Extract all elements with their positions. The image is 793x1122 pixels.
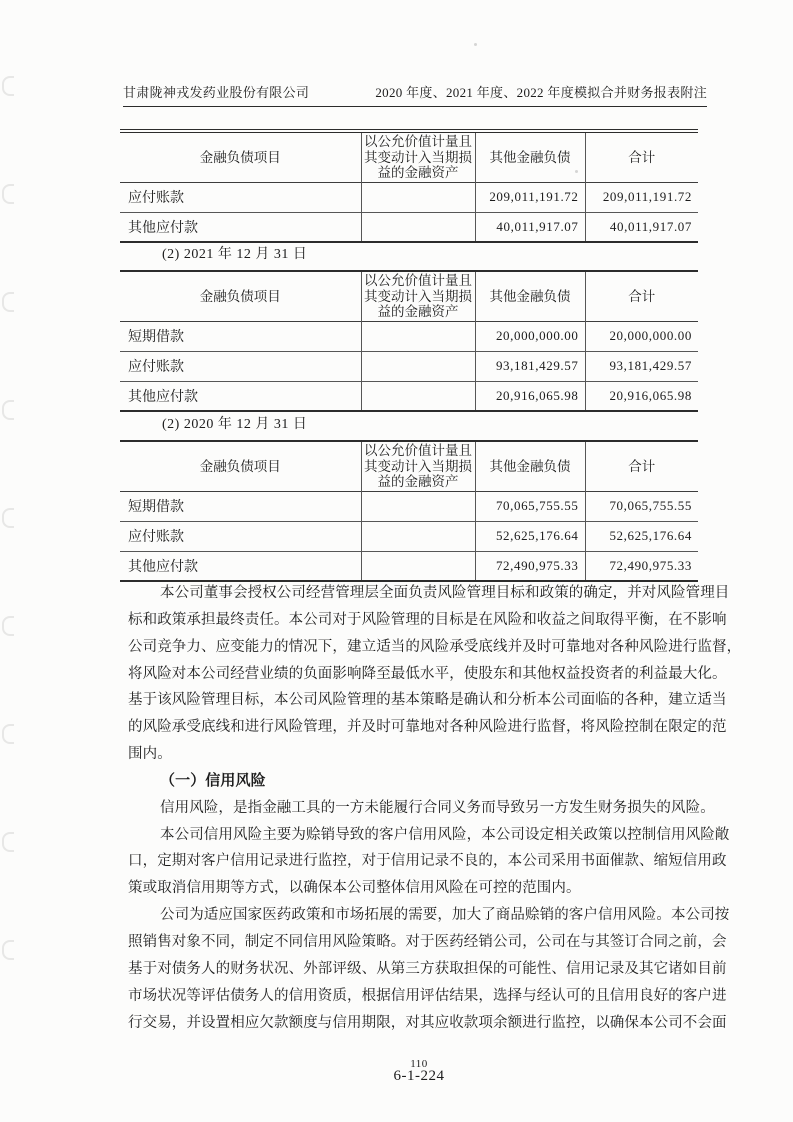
page-number-bottom: 6-1-224 bbox=[393, 1068, 445, 1084]
row-label: 其他应付款 bbox=[120, 381, 361, 411]
col-header-other: 其他金融负债 bbox=[475, 271, 585, 321]
col-header-item: 金融负债项目 bbox=[120, 441, 361, 491]
fvtpl-value bbox=[361, 551, 475, 581]
credit-risk-heading: （一）信用风险 bbox=[160, 772, 266, 789]
fvtpl-value bbox=[361, 491, 475, 521]
col-header-other: 其他金融负债 bbox=[475, 441, 585, 491]
total-value: 40,011,917.07 bbox=[609, 218, 692, 234]
table-row bbox=[120, 351, 698, 381]
report-title: 2020 年度、2021 年度、2022 年度模拟合并财务报表附注 bbox=[375, 85, 707, 100]
row-label: 其他应付款 bbox=[120, 212, 361, 242]
row-label: 应付账款 bbox=[120, 521, 361, 551]
binding-mark bbox=[2, 832, 14, 852]
col-header-item: 金融负债项目 bbox=[120, 131, 361, 182]
table-row bbox=[120, 321, 698, 351]
total-value: 20,000,000.00 bbox=[609, 328, 692, 343]
other-value: 40,011,917.07 bbox=[475, 212, 585, 242]
row-label: 其他应付款 bbox=[120, 551, 361, 581]
paragraph-line: 基于对债务人的财务状况、外部评级、从第三方获取担保的可能性、信用记录及其它诸如目前 bbox=[128, 960, 727, 977]
other-value: 52,625,176.64 bbox=[475, 521, 585, 551]
table-row bbox=[120, 182, 698, 212]
fvtpl-value bbox=[361, 182, 475, 212]
col-header-fvtpl: 以公允价值计量且其变动计入当期损益的金融资产 bbox=[361, 441, 475, 491]
col-header-total: 合计 bbox=[628, 458, 656, 474]
col-header-item: 金融负债项目 bbox=[120, 271, 361, 321]
total-value: 93,181,429.57 bbox=[609, 358, 692, 373]
other-value: 93,181,429.57 bbox=[475, 351, 585, 381]
paragraph-line: 公司为适应国家医药政策和市场拓展的需要，加大了商品赊销的客户信用风险。本公司按 bbox=[160, 907, 730, 924]
table-header-row bbox=[120, 441, 698, 491]
binding-mark bbox=[2, 508, 14, 528]
binding-mark bbox=[2, 616, 14, 636]
company-name: 甘肃陇神戎发药业股份有限公司 bbox=[123, 85, 310, 100]
paragraph-line: 将风险对本公司经营业绩的负面影响降至最低水平，使股东和其他权益投资者的利益最大化。 bbox=[128, 665, 727, 682]
table-header-row bbox=[120, 271, 698, 321]
binding-mark bbox=[2, 400, 14, 420]
paragraph-line: 标和政策承担最终责任。本公司对于风险管理的目标是在风险和收益之间取得平衡，在不影响 bbox=[128, 611, 727, 628]
col-header-total: 合计 bbox=[628, 149, 656, 165]
paragraph-line: 的风险承受底线和进行风险管理，并及时可靠地对各种风险进行监督，将风险控制在限定的范 bbox=[128, 719, 727, 736]
other-value: 20,000,000.00 bbox=[475, 321, 585, 351]
fvtpl-value bbox=[361, 521, 475, 551]
table-row bbox=[120, 551, 698, 581]
binding-mark bbox=[2, 940, 14, 960]
binding-mark bbox=[2, 184, 14, 204]
total-value: 209,011,191.72 bbox=[602, 189, 692, 204]
binding-mark bbox=[2, 724, 14, 744]
other-value: 20,916,065.98 bbox=[475, 381, 585, 411]
fvtpl-value bbox=[361, 321, 475, 351]
table-row bbox=[120, 491, 698, 521]
risk-management-text bbox=[128, 580, 742, 1036]
binding-mark bbox=[2, 292, 14, 312]
other-value: 72,490,975.33 bbox=[475, 551, 585, 581]
paragraph-line: 策或取消信用期等方式，以确保本公司整体信用风险在可控的范围内。 bbox=[128, 880, 581, 897]
paragraph-line: 照销售对象不同，制定不同信用风险策略。对于医药经销公司，公司在与其签订合同之前，会 bbox=[128, 933, 727, 950]
scan-speck bbox=[474, 43, 477, 46]
paragraph-line: 行交易，并设置相应欠款额度与信用期限，对其应收款项余额进行监控，以确保本公司不会面 bbox=[128, 1014, 727, 1031]
row-label: 应付账款 bbox=[120, 182, 361, 212]
table-caption-2021: (2) 2021 年 12 月 31 日 bbox=[162, 247, 308, 262]
paragraph-line: 市场状况等评估债务人的信用资质，根据信用评估结果，选择与经认可的且信用良好的客户进 bbox=[128, 987, 727, 1004]
col-header-fvtpl: 以公允价值计量且其变动计入当期损益的金融资产 bbox=[361, 271, 475, 321]
total-value: 20,916,065.98 bbox=[609, 387, 692, 403]
financial-liabilities-table-2020 bbox=[120, 440, 698, 582]
row-label: 应付账款 bbox=[120, 351, 361, 381]
col-header-fvtpl: 以公允价值计量且其变动计入当期损益的金融资产 bbox=[361, 131, 475, 182]
financial-liabilities-table-1 bbox=[120, 129, 698, 243]
financial-liabilities-table-2021 bbox=[120, 270, 698, 412]
fvtpl-value bbox=[361, 381, 475, 411]
binding-mark bbox=[2, 76, 14, 96]
page-number-top: 110 bbox=[410, 1058, 428, 1070]
paragraph-line: 公司竞争力、应变能力的情况下，建立适当的风险承受底线并及时可靠地对各种风险进行监督， bbox=[128, 638, 742, 655]
paragraph-line: 本公司信用风险主要为赊销导致的客户信用风险，本公司设定相关政策以控制信用风险敞 bbox=[160, 826, 730, 843]
document-header bbox=[123, 82, 707, 107]
table-header-row bbox=[120, 131, 698, 182]
col-header-total: 合计 bbox=[628, 288, 656, 304]
table-row bbox=[120, 521, 698, 551]
page-footer bbox=[369, 1059, 469, 1084]
col-header-other: 其他金融负债 bbox=[475, 131, 585, 182]
row-label: 短期借款 bbox=[120, 321, 361, 351]
other-value: 70,065,755.55 bbox=[475, 491, 585, 521]
other-value: 209,011,191.72 bbox=[475, 182, 585, 212]
table-caption-2020: (2) 2020 年 12 月 31 日 bbox=[162, 417, 308, 432]
paragraph-line: 围内。 bbox=[128, 746, 172, 763]
paragraph-line: 本公司董事会授权公司经营管理层全面负责风险管理目标和政策的确定，并对风险管理目 bbox=[160, 585, 730, 601]
paragraph-line: 信用风险，是指金融工具的一方未能履行合同义务而导致另一方发生财务损失的风险。 bbox=[160, 799, 715, 816]
total-value: 52,625,176.64 bbox=[609, 528, 692, 543]
fvtpl-value bbox=[361, 351, 475, 381]
table-row bbox=[120, 212, 698, 242]
table-row bbox=[120, 381, 698, 411]
paragraph-line: 基于该风险管理目标，本公司风险管理的基本策略是确认和分析本公司面临的各种，建立适当 bbox=[128, 692, 727, 709]
total-value: 70,065,755.55 bbox=[609, 498, 692, 513]
row-label: 短期借款 bbox=[120, 491, 361, 521]
fvtpl-value bbox=[361, 212, 475, 242]
paragraph-line: 口，定期对客户信用记录进行监控，对于信用记录不良的，本公司采用书面催款、缩短信用政 bbox=[128, 853, 727, 870]
total-value: 72,490,975.33 bbox=[609, 557, 692, 573]
